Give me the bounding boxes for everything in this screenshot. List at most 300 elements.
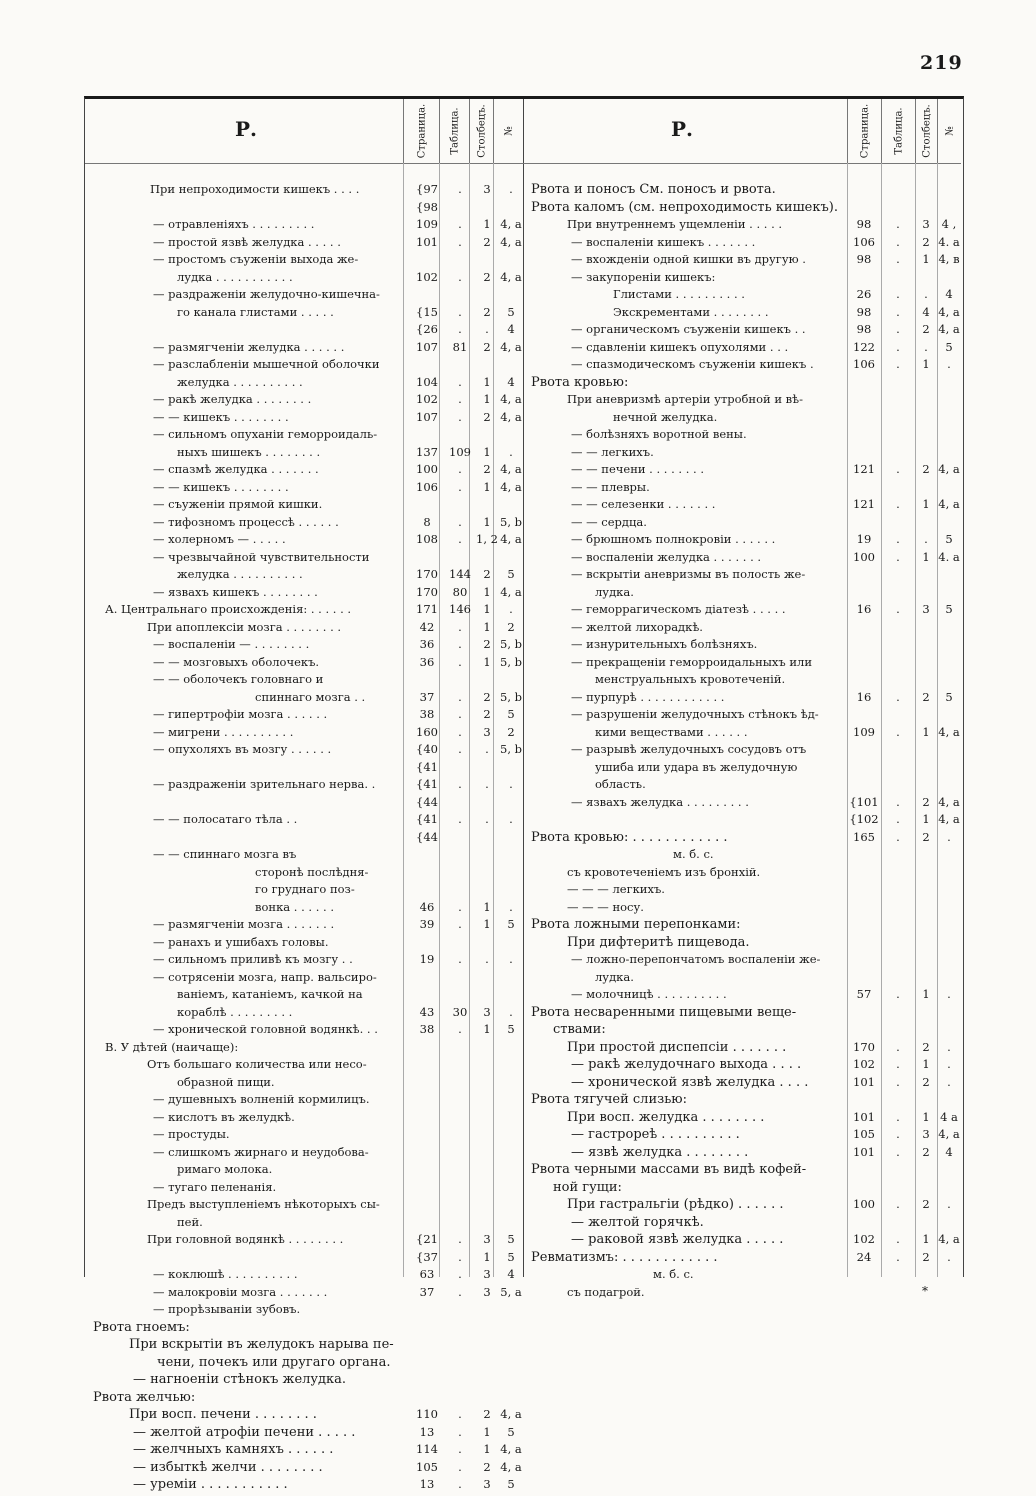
right-header-no: № (937, 99, 962, 163)
index-entry-row (523, 621, 961, 639)
table-ref: . (896, 304, 900, 319)
entry-text: — гипертрофіи мозга . . . . . . (153, 708, 328, 721)
index-entry-row (523, 708, 961, 726)
number-ref: 5, b (500, 742, 522, 756)
index-entry-row (85, 708, 523, 726)
column-ref: 1 (922, 1232, 930, 1246)
index-entry-row (85, 1461, 523, 1479)
index-entry-row (85, 1181, 523, 1199)
entry-text: — чрезвычайной чувствительности (153, 550, 370, 564)
page-ref: 170 (416, 584, 438, 599)
entry-text: образной пищи. (177, 1075, 275, 1089)
index-entry-row (523, 1216, 961, 1234)
entry-text: желудка . . . . . . . . . . (177, 375, 303, 389)
right-column-letter: Р. (671, 117, 694, 141)
left-column-letter: Р. (235, 117, 258, 141)
number-ref: 4, a (938, 322, 960, 336)
column-ref: 2 (922, 689, 930, 704)
index-entry-row (85, 1338, 523, 1356)
number-ref: 4. a (938, 549, 960, 564)
footer-mark: * (922, 1284, 928, 1298)
entry-text: Предъ выступленіемъ нѣкоторыхъ сы- (147, 1198, 380, 1211)
entry-text: Ревматизмъ: . . . . . . . . . . . . (531, 1250, 718, 1264)
number-ref: 4, a (938, 497, 960, 511)
entry-text: Рвота несваренными пищевыми веще- (531, 1005, 797, 1019)
table-ref: . (458, 812, 462, 826)
entry-text: При апоплексіи мозга . . . . . . . . (147, 620, 342, 634)
column-ref: 1 (922, 724, 930, 739)
column-ref: 4 (922, 304, 930, 319)
index-entry-row (523, 1006, 961, 1024)
table-ref: . (458, 619, 462, 634)
index-entry-row (85, 306, 523, 324)
column-ref: 2 (922, 1074, 930, 1089)
number-ref: 5 (945, 339, 953, 354)
table-ref: . (458, 1267, 462, 1281)
page-ref: {44 (416, 794, 438, 809)
entry-text: — — легкихъ. (571, 445, 654, 459)
index-entry-row (523, 568, 961, 586)
index-entry-row (523, 1251, 961, 1269)
index-entry-row (85, 778, 523, 796)
entry-text: — сильномъ опуханіи геморроидаль- (153, 428, 378, 441)
index-entry-row (523, 218, 961, 236)
page-ref: 16 (856, 602, 872, 616)
entry-text: спиннаго мозга . . (255, 690, 366, 704)
table-ref: . (458, 777, 462, 791)
index-entry-row (85, 813, 523, 831)
number-ref: 4, a (500, 409, 522, 424)
left-column-header (85, 99, 523, 164)
entry-text: — гастрореѣ . . . . . . . . . . (571, 1128, 740, 1141)
column-ref: 2 (483, 689, 491, 704)
page-ref: 106 (416, 479, 438, 494)
index-entry-row (85, 673, 523, 691)
table-ref: . (458, 637, 462, 651)
entry-text: Рвота кровью: (531, 375, 629, 389)
table-ref: . (458, 1284, 462, 1299)
page-ref: 36 (419, 654, 435, 669)
page-ref: {21 (416, 1232, 438, 1246)
entry-text: Экскрементами . . . . . . . . (613, 305, 769, 319)
entry-text: — закупореніи кишекъ: (571, 270, 716, 284)
index-entry-row (85, 446, 523, 464)
entry-text: — простуды. (153, 1128, 230, 1141)
entry-text: — ложно-перепончатомъ воспаленіи же- (571, 953, 821, 966)
entry-text: При аневризмѣ артеріи утробной и вѣ- (567, 393, 803, 406)
index-entry-row (85, 271, 523, 289)
table-ref: . (896, 462, 900, 476)
entry-text: При дифтеритѣ пищевода. (567, 935, 750, 949)
table-ref: . (896, 1057, 900, 1071)
index-entry-row (523, 376, 961, 394)
entry-text: — уреміи . . . . . . . . . . . (133, 1478, 288, 1491)
table-ref: . (896, 1109, 900, 1124)
index-entry-row (523, 656, 961, 674)
number-ref: 4, a (500, 584, 522, 599)
index-entry-row (523, 341, 961, 359)
index-entry-row (523, 1163, 961, 1181)
left-column (85, 99, 524, 1491)
page-ref: {101 (849, 794, 879, 809)
index-entry-row (85, 183, 523, 201)
entry-text: го канала глистами . . . . . (177, 305, 334, 319)
index-entry-row (85, 1093, 523, 1111)
column-ref: 1 (483, 1022, 491, 1036)
number-ref: . (509, 602, 513, 616)
entry-text: — сдавленіи кишекъ опухолями . . . (571, 340, 789, 354)
entry-text: — ранахъ и ушибахъ головы. (153, 935, 329, 949)
index-entry-row (85, 1058, 523, 1076)
entry-text: — раздраженіи желудочно-кишечна- (153, 288, 380, 301)
number-ref: . (947, 1249, 951, 1264)
column-ref: 2 (483, 637, 491, 651)
page-ref: 107 (416, 339, 438, 354)
number-ref: 5 (507, 1249, 515, 1264)
index-entry-row (523, 796, 961, 814)
column-ref: 3 (922, 602, 930, 616)
index-entry-row (85, 1373, 523, 1391)
index-entry-row (85, 1163, 523, 1181)
page-ref: 98 (856, 322, 872, 336)
entry-text: сторонѣ послѣдня- (255, 865, 369, 879)
table-ref: . (458, 217, 462, 231)
number-ref: 5 (945, 689, 953, 704)
index-entry-row (85, 428, 523, 446)
entry-text: — — спиннаго мозга въ (153, 848, 297, 861)
entry-text: — мигрени . . . . . . . . . . (153, 725, 294, 739)
column-ref: 1 (922, 549, 930, 564)
table-ref: . (458, 1424, 462, 1439)
left-rows (85, 183, 523, 1496)
number-ref: 4, a (938, 462, 960, 476)
entry-text: А. Центральнаго происхожденія: . . . . . . (105, 603, 352, 616)
page-ref: 13 (419, 1477, 435, 1491)
page-ref: 38 (419, 1022, 435, 1036)
entry-text: В. У дѣтей (наичаще): (105, 1040, 239, 1054)
number-ref: 4, a (938, 1127, 960, 1141)
page-ref: 98 (856, 217, 872, 231)
index-entry-row (523, 1146, 961, 1164)
page-ref: 102 (853, 1232, 875, 1246)
index-entry-row (523, 428, 961, 446)
column-ref: . (924, 287, 928, 301)
table-ref: . (896, 1249, 900, 1264)
page-ref: 36 (419, 637, 435, 651)
entry-text: — сильномъ приливѣ къ мозгу . . (153, 953, 353, 966)
entry-text: Отъ большаго количества или несо- (147, 1058, 367, 1071)
table-ref: . (458, 1459, 462, 1474)
index-entry-row (85, 761, 523, 779)
entry-text: пей. (177, 1215, 203, 1229)
index-entry-row (85, 1041, 523, 1059)
table-ref: . (458, 1477, 462, 1491)
table-ref: . (458, 234, 462, 249)
index-entry-row (85, 498, 523, 516)
page-ref: {98 (416, 199, 438, 214)
entry-text: — размягченіи желудка . . . . . . (153, 340, 345, 354)
index-entry-row (85, 831, 523, 849)
index-entry-row (85, 603, 523, 621)
column-ref: 1 (922, 357, 930, 371)
table-ref: . (896, 357, 900, 371)
index-entry-row (85, 1111, 523, 1129)
table-ref: . (458, 304, 462, 319)
number-ref: 4, a (500, 532, 522, 546)
entry-text: вонка . . . . . . (255, 900, 334, 914)
table-ref: . (896, 1039, 900, 1054)
page-ref: 109 (853, 724, 875, 739)
page-ref: 26 (856, 287, 872, 301)
page-ref: {37 (416, 1249, 438, 1264)
index-entry-row (523, 971, 961, 989)
entry-text: ушиба или удара въ желудочную (595, 760, 798, 774)
entry-text: — желчныхъ камняхъ . . . . . . (133, 1443, 334, 1456)
page-ref: {41 (416, 759, 438, 774)
table-ref: . (896, 549, 900, 564)
column-ref: 3 (483, 1477, 491, 1491)
number-ref: 5, b (500, 514, 522, 529)
table-ref: . (896, 987, 900, 1001)
index-entry-row (85, 1006, 523, 1024)
number-ref: 4 a (940, 1109, 958, 1124)
page-ref: 137 (416, 444, 438, 459)
table-ref: . (896, 1232, 900, 1246)
index-entry-row (523, 691, 961, 709)
entry-text: нечной желудка. (613, 410, 718, 424)
index-entry-row (85, 621, 523, 639)
entry-text: го груднаго поз- (255, 883, 355, 896)
entry-text: Рвота каломъ (см. непроходимость кишекъ). (531, 200, 838, 214)
entry-text: — малокровіи мозга . . . . . . . (153, 1285, 328, 1299)
table-ref: . (458, 899, 462, 914)
index-entry-row (523, 236, 961, 254)
column-ref: 2 (922, 794, 930, 809)
page-ref: 38 (419, 707, 435, 721)
entry-text: — желтой лихорадкѣ. (571, 620, 703, 634)
index-entry-row (523, 551, 961, 569)
page-ref: 43 (419, 1004, 435, 1019)
index-entry-row (523, 516, 961, 534)
page-ref: 171 (416, 602, 438, 616)
index-entry-row (85, 848, 523, 866)
number-ref: 5, b (500, 637, 522, 651)
page-ref: 100 (853, 1197, 875, 1211)
entry-text: лудка . . . . . . . . . . . (177, 270, 293, 284)
page-ref: 106 (853, 234, 875, 249)
page-ref: 106 (853, 357, 875, 371)
number-ref: 4, a (500, 479, 522, 494)
index-entry-row (523, 761, 961, 779)
table-ref: . (458, 374, 462, 389)
column-ref: 1 (922, 252, 930, 266)
column-ref: 1 (483, 899, 491, 914)
number-ref: 4, a (938, 724, 960, 739)
entry-text: — размягченіи мозга . . . . . . . (153, 918, 335, 931)
page-ref: 165 (853, 829, 875, 844)
index-entry-row (85, 971, 523, 989)
index-entry-row (523, 586, 961, 604)
table-ref: . (458, 392, 462, 406)
entry-text: — простомъ съуженіи выхода же- (153, 253, 359, 266)
number-ref: . (509, 182, 513, 196)
entry-text: — — мозговыхъ оболочекъ. (153, 655, 320, 669)
entry-text: — органическомъ съуженіи кишекъ . . (571, 323, 806, 336)
index-entry-row (85, 901, 523, 919)
table-ref: 109 (449, 444, 471, 459)
column-ref: 1 (483, 619, 491, 634)
table-ref: . (458, 1022, 462, 1036)
number-ref: 4, a (938, 304, 960, 319)
number-ref: 5 (507, 917, 515, 931)
entry-text: — вскрытіи аневризмы въ полость же- (571, 568, 806, 581)
number-ref: 4. a (938, 234, 960, 249)
table-ref: . (458, 1232, 462, 1246)
number-ref: 4, a (500, 269, 522, 284)
table-ref: . (896, 602, 900, 616)
index-entry-row (523, 673, 961, 691)
index-entry-row (85, 551, 523, 569)
page-ref: 110 (416, 1407, 438, 1421)
number-ref: 4, a (500, 1407, 522, 1421)
index-entry-row (523, 901, 961, 919)
page-ref: 101 (853, 1109, 875, 1124)
column-ref: . (485, 322, 489, 336)
entry-text: — хронической язвѣ желудка . . . . (571, 1075, 809, 1089)
table-ref: 30 (452, 1004, 468, 1019)
table-ref: . (896, 724, 900, 739)
entry-text: — — оболочекъ головнаго и (153, 673, 324, 686)
entry-text: — желтой горячкѣ. (571, 1215, 704, 1229)
index-entry-row (85, 411, 523, 429)
column-ref: 1 (483, 392, 491, 406)
number-ref: . (509, 777, 513, 791)
table-ref: . (458, 532, 462, 546)
number-ref: 5, b (500, 689, 522, 704)
index-entry-row (85, 988, 523, 1006)
index-entry-row (523, 411, 961, 429)
entry-text: При вскрытіи въ желудокъ нарыва пе- (129, 1338, 394, 1351)
index-entry-row (85, 918, 523, 936)
index-entry-row (85, 796, 523, 814)
entry-text: чени, почекъ или другаго органа. (157, 1355, 391, 1369)
index-entry-row (523, 778, 961, 796)
index-entry-row (523, 883, 961, 901)
table-ref: . (458, 724, 462, 739)
right-header-table: Таблица. (881, 99, 916, 163)
index-entry-row (85, 253, 523, 271)
index-entry-row (523, 271, 961, 289)
index-entry-row (85, 1356, 523, 1374)
index-entry-row (85, 1198, 523, 1216)
page-ref: 37 (419, 689, 435, 704)
index-entry-row (523, 1093, 961, 1111)
column-ref: 1 (483, 1249, 491, 1264)
page-ref: {40 (416, 742, 438, 756)
entry-text: ваніемъ, катаніемъ, качкой на (177, 988, 363, 1001)
page-ref: 39 (419, 917, 435, 931)
index-entry-row (85, 1443, 523, 1461)
entry-text: — разрывѣ желудочныхъ сосудовъ отъ (571, 743, 807, 756)
table-ref: . (896, 322, 900, 336)
column-ref: 2 (922, 829, 930, 844)
number-ref: . (509, 899, 513, 914)
column-ref: 2 (922, 234, 930, 249)
number-ref: 5 (507, 1477, 515, 1491)
number-ref: 2 (507, 619, 515, 634)
number-ref: 4, a (500, 1459, 522, 1474)
entry-text: — хронической головной водянкѣ. . . (153, 1023, 378, 1036)
right-column-header (523, 99, 961, 164)
entry-text: — воспаленіи кишекъ . . . . . . . (571, 235, 756, 249)
entry-text: — болѣзняхъ воротной вены. (571, 428, 747, 441)
entry-text: — — плевры. (571, 480, 650, 494)
entry-text: Рвота желчью: (93, 1390, 196, 1404)
number-ref: 4 (945, 1144, 953, 1159)
index-entry-row (523, 201, 961, 219)
right-rows (523, 183, 961, 1303)
table-ref: . (896, 1127, 900, 1141)
entry-text: ной гущи: (553, 1180, 622, 1194)
column-ref: 2 (483, 1407, 491, 1421)
index-entry-row (523, 831, 961, 849)
index-entry-row (523, 1111, 961, 1129)
entry-text: — опухоляхъ въ мозгу . . . . . . (153, 743, 332, 756)
index-entry-row (523, 953, 961, 971)
index-entry-row (85, 1216, 523, 1234)
entry-text: — ракѣ желудка . . . . . . . . (153, 393, 312, 406)
index-entry-row (85, 218, 523, 236)
column-ref: 3 (483, 1004, 491, 1019)
index-entry-row (85, 236, 523, 254)
index-entry-row (523, 988, 961, 1006)
table-ref: 144 (449, 567, 471, 581)
column-ref: 2 (483, 567, 491, 581)
entry-text: — избыткѣ желчи . . . . . . . . (133, 1460, 323, 1474)
index-entry-row (85, 1023, 523, 1041)
column-ref: 2 (922, 1197, 930, 1211)
table-ref: . (896, 217, 900, 231)
page-ref: 121 (853, 497, 875, 511)
right-header-column: Столбецъ. (915, 99, 938, 163)
column-ref: 2 (483, 462, 491, 476)
index-entry-row (85, 1268, 523, 1286)
index-entry-row (523, 918, 961, 936)
column-ref: 1 (483, 1442, 491, 1456)
right-header-page: Страница. (847, 99, 882, 163)
entry-text: — холерномъ — . . . . . (153, 533, 286, 546)
page-ref: 63 (419, 1267, 435, 1281)
entry-text: — — кишекъ . . . . . . . . (153, 410, 289, 424)
column-ref: 1 (483, 514, 491, 529)
entry-text: — — сердца. (571, 515, 647, 529)
number-ref: 4, a (500, 339, 522, 354)
page-ref: 24 (856, 1249, 872, 1264)
index-entry-row (85, 743, 523, 761)
index-entry-row (85, 1251, 523, 1269)
entry-text: римаго молока. (177, 1163, 273, 1176)
entry-text: — желтой атрофіи печени . . . . . (133, 1425, 356, 1439)
entry-text: м. б. с. (673, 848, 714, 861)
entry-text: — тугаго пеленанія. (153, 1180, 277, 1194)
entry-text: При восп. желудка . . . . . . . . (567, 1110, 765, 1124)
entry-text: — раковой язвѣ желудка . . . . . (571, 1233, 784, 1246)
table-ref: . (896, 497, 900, 511)
column-ref: 2 (922, 1039, 930, 1054)
index-entry-row (523, 1076, 961, 1094)
entry-text: — разрушеніи желудочныхъ стѣнокъ ѣд- (571, 708, 819, 721)
right-column (523, 99, 961, 1299)
